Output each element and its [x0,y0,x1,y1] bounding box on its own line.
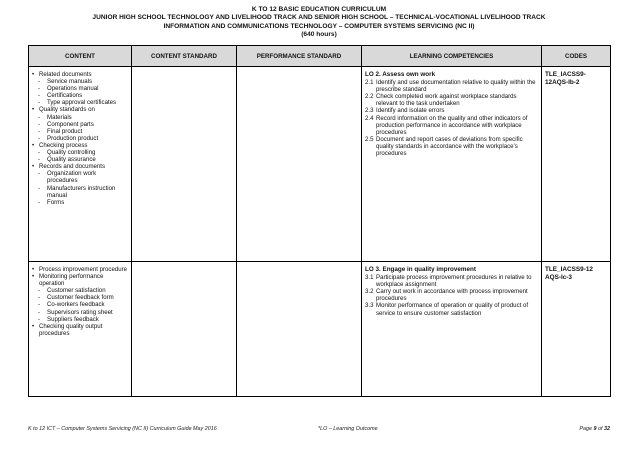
content-item: • Quality standards on [32,106,95,114]
content-item: • Related documents [32,71,92,78]
page-total: 32 [604,426,610,432]
content-subitem: - Forms [38,198,65,206]
subject-title: INFORMATION AND COMMUNICATIONS TECHNOLOGY – COMPUTER SYSTEMS SERVICING (NC II) [163,22,475,30]
table-row [29,262,611,397]
table-row [29,67,611,262]
content-subitem: - Type approval certificates [38,99,117,107]
bullet-icon: • [32,322,35,330]
content-subitem: - Co-workers feedback [38,301,105,309]
content-subitem: - Organization work procedures [38,170,97,185]
competency-item: 2.3 Identify and isolate errors [365,107,445,115]
learning-outcome-title: LO 2. Assess own work [365,71,436,78]
column-header-performance-standard: PERFORMANCE STANDARD [237,46,362,67]
curriculum-table [28,45,611,397]
footer-lo-note: *LO – Learning Outcome [318,426,378,432]
content-subitem: - Service manuals [38,78,93,86]
competency-code-line: TLE_IACSS9- [545,71,586,78]
learning-competencies-cell [362,67,542,262]
bullet-icon: • [32,273,35,281]
content-subitem: - Supervisors rating sheet [38,308,113,316]
content-subitem: - Component parts [38,120,94,128]
footer-guide-title: K to 12 ICT – Computer Systems Servicing (NC II) Curriculum Guide May 2016 [28,426,217,432]
column-header-learning-competencies: LEARNING COMPETENCIES [362,46,542,67]
competency-item: 2.4 Record information on the quality and other indicators of production performance in accordance with workplace procedures [365,114,528,136]
content-subitem: - Manufacturers instruction manual [38,184,116,199]
table-header-row [29,46,611,67]
content-cell [29,67,132,262]
bullet-icon: • [32,71,35,78]
content-cell [29,262,132,397]
performance-standard-cell [237,262,362,397]
competency-item: 3.1 Participate process improvement procedures in relative to workplace assignment [365,274,532,289]
competency-code-line: 12AQS-Ib-2 [545,78,580,86]
page-number: Page 9 of 32 [579,426,610,432]
bullet-icon: • [32,106,35,114]
content-subitem: - Quality assurance [38,156,96,164]
content-subitem: - Materials [38,113,72,121]
track-title: JUNIOR HIGH SCHOOL TECHNOLOGY AND LIVELIHOOD TRACK AND SENIOR HIGH SCHOOL – TECHNICAL-VOCATIONAL LIVELIHOOD TRACK [92,14,546,22]
content-item: • Process improvement procedure [32,266,128,273]
page-current: 9 [593,426,597,432]
competency-item: 2.1 Identify and use documentation relative to quality within the prescribe standard [365,79,536,94]
competency-item: 3.2 Carry out work in accordance with process improvement procedures [365,288,528,303]
content-subitem: - Customer feedback form [38,294,114,302]
competency-item: 2.2 Check completed work against workplace standards relevant to the task undertaken [365,93,517,108]
content-item: • Checking quality output procedures [32,322,103,337]
learning-outcome-title: LO 3. Engage in quality improvement [365,266,476,273]
code-cell [542,67,611,262]
bullet-icon: • [32,141,35,149]
competency-code-line: TLE_IACSS9-12 [545,266,593,273]
bullet-icon: • [32,163,35,171]
document-header [0,6,638,40]
content-item: • Checking process [32,141,88,149]
content-subitem: - Operations manual [38,85,99,93]
content-subitem: - Production product [38,134,99,142]
content-subitem: - Quality controlling [38,149,96,157]
content-subitem: - Certifications [38,92,83,100]
column-header-content: CONTENT [29,46,132,67]
content-subitem: - Final product [38,127,83,135]
code-cell [542,262,611,397]
competency-code-line: AQS-Ic-3 [545,273,572,281]
competency-item: 3.3 Monitor performance of operation or quality of product of service to ensure customer satisfaction [365,302,529,317]
column-header-codes: CODES [542,46,611,67]
content-subitem: - Customer satisfaction [38,287,106,295]
content-item: • Records and documents [32,163,106,171]
hours-label: (640 hours) [301,31,337,39]
performance-standard-cell [237,67,362,262]
bullet-icon: • [32,266,35,273]
content-standard-cell [132,67,237,262]
content-item: • Monitoring performance operation [32,273,104,288]
learning-competencies-cell [362,262,542,397]
curriculum-title: K TO 12 BASIC EDUCATION CURRICULUM [251,6,387,13]
content-standard-cell [132,262,237,397]
competency-item: 2.5 Document and report cases of deviations from specific quality standards in accordance with the workplace’s procedures [365,135,523,158]
column-header-content-standard: CONTENT STANDARD [132,46,237,67]
content-subitem: - Suppliers feedback [38,315,99,323]
